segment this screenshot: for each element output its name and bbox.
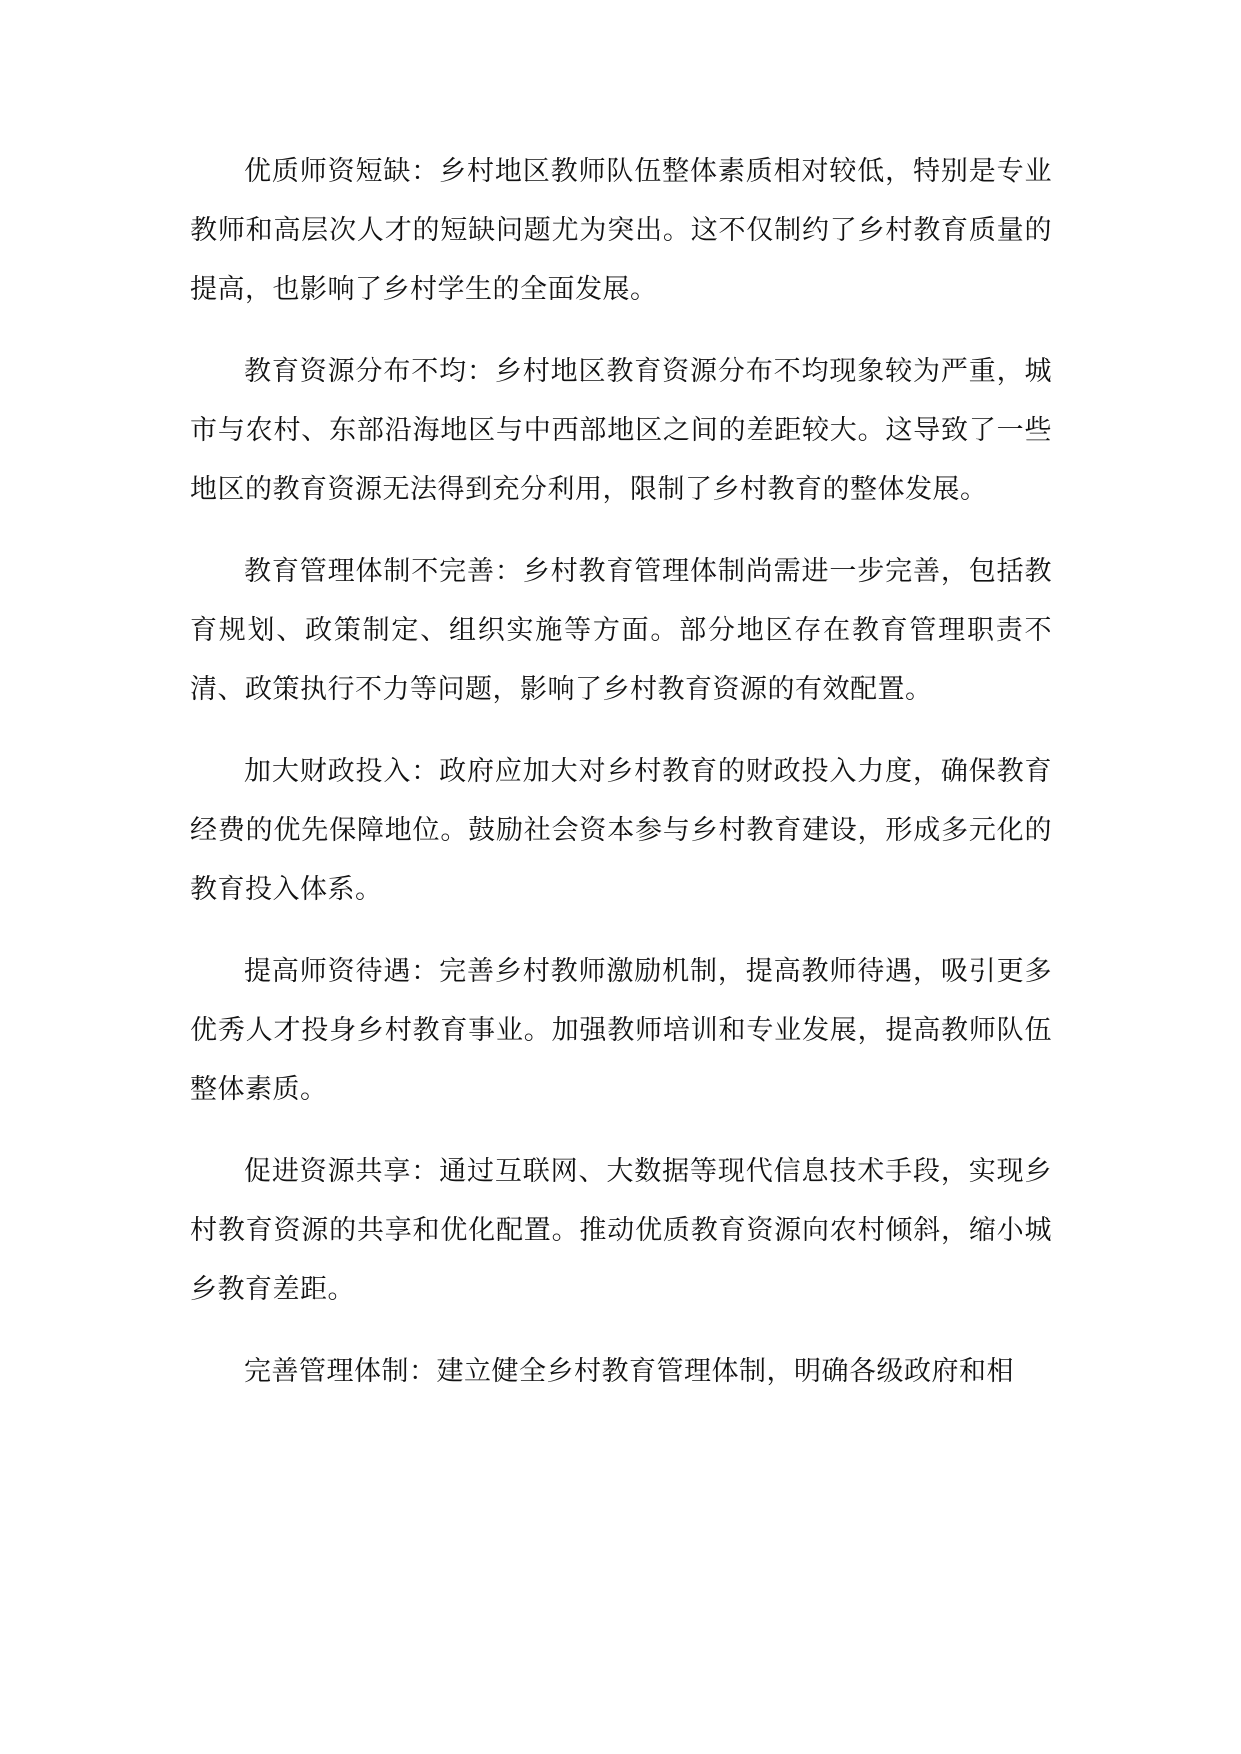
document-page [190, 142, 1052, 1424]
paragraph-resource-sharing: 促进资源共享：通过互联网、大数据等现代信息技术手段，实现乡村教育资源的共享和优化配置。推动优质教育资源向农村倾斜，缩小城乡教育差距。 [190, 1156, 1052, 1305]
paragraph-management-system: 教育管理体制不完善：乡村教育管理体制尚需进一步完善，包括教育规划、政策制定、组织实施等方面。部分地区存在教育管理职责不清、政策执行不力等问题，影响了乡村教育资源的有效配置。 [190, 556, 1052, 705]
paragraph-teacher-treatment: 提高师资待遇：完善乡村教师激励机制，提高教师待遇，吸引更多优秀人才投身乡村教育事业。加强教师培训和专业发展，提高教师队伍整体素质。 [190, 956, 1052, 1105]
paragraph-teacher-shortage: 优质师资短缺：乡村地区教师队伍整体素质相对较低，特别是专业教师和高层次人才的短缺问题尤为突出。这不仅制约了乡村教育质量的提高，也影响了乡村学生的全面发展。 [190, 156, 1052, 305]
paragraph-resource-imbalance: 教育资源分布不均：乡村地区教育资源分布不均现象较为严重，城市与农村、东部沿海地区与中西部地区之间的差距较大。这导致了一些地区的教育资源无法得到充分利用，限制了乡村教育的整体发展。 [190, 356, 1052, 505]
paragraph-fiscal-investment: 加大财政投入：政府应加大对乡村教育的财政投入力度，确保教育经费的优先保障地位。鼓励社会资本参与乡村教育建设，形成多元化的教育投入体系。 [190, 756, 1052, 905]
paragraph-improve-management: 完善管理体制：建立健全乡村教育管理体制，明确各级政府和相 [244, 1356, 1014, 1387]
